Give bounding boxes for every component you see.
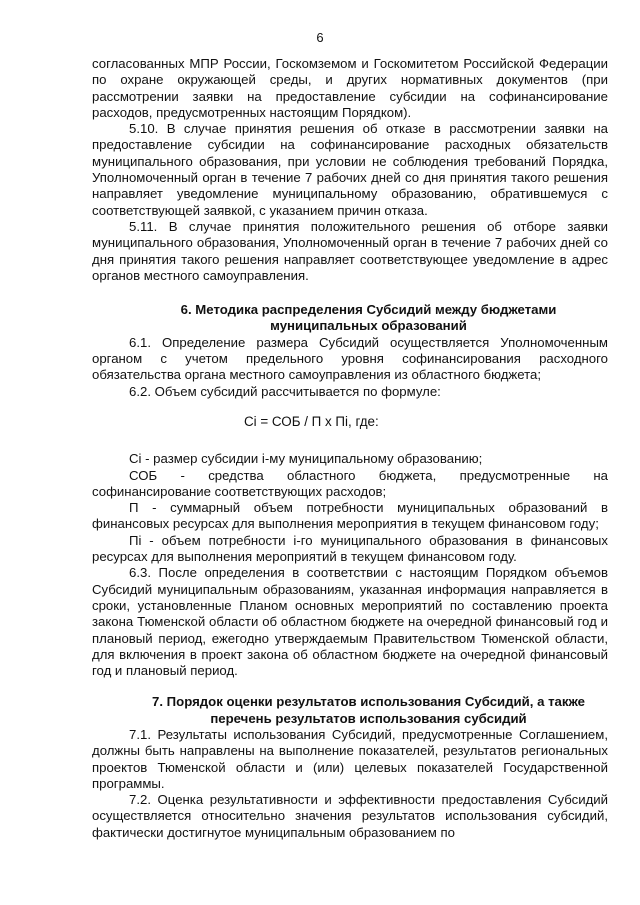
paragraph-6-1: 6.1. Определение размера Субсидий осуществляется Уполномоченным органом с учетом предельного уровня софинансирования расходного обязательства органа местного самоуправления из областного бюджета; — [92, 334, 608, 383]
section-6-heading-line1: 6. Методика распределения Субсидий между бюджетами — [180, 302, 557, 318]
paragraph-6-3: 6.3. После определения в соответствии с настоящим Порядком объемов Субсидий муниципальным образованиям, указанная информация направляется в сроки, установленные Планом основных мероприятий по составлению проекта закона Тюменской области об областном бюджете на очередной финансовый год и плановый период, ежегодно утверждаемым Правительством Тюменской области, для включения в проект закона об областном бюджете на очередной финансовый год и плановый период. — [92, 565, 608, 679]
section-7-heading-line2: перечень результатов использования субсидий — [210, 710, 527, 726]
definition-pi: Пi - объем потребности i-го муниципального образования в финансовых ресурсах для выполнения мероприятий в текущем финансовом году. — [92, 532, 608, 565]
section-7-heading-line1: 7. Порядок оценки результатов использования Субсидий, а также — [152, 694, 585, 710]
section-6-heading-line2: муниципальных образований — [270, 318, 467, 334]
definition-p: П - суммарный объем потребности муниципальных образований в финансовых ресурсах для выполнения мероприятия в текущем финансовом году; — [92, 500, 608, 532]
subsidy-formula: Сi = СОБ / П x Пi, где: — [244, 413, 379, 429]
section-7-heading — [92, 694, 608, 727]
document-body — [92, 56, 608, 841]
paragraph-continuation: согласованных МПР России, Госкомземом и Госкомитетом Российской Федерации по охране окружающей среды, и других нормативных документов (при рассмотрении заявки на предоставление субсидии на софинансирование расходов, предусмотренных настоящим Порядком). — [92, 56, 608, 120]
definition-ci: Сi - размер субсидии i-му муниципальному образованию; — [129, 451, 483, 467]
paragraph-6-2: 6.2. Объем субсидий рассчитывается по формуле: — [129, 383, 441, 399]
paragraph-5-10: 5.10. В случае принятия решения об отказе в рассмотрении заявки на предоставление субсидии на софинансирование расходных обязательств муниципального образования, при условии не соблюдения требований Порядка, Уполномоченный орган в течение 7 рабочих дней со дня принятия такого решения направляет уведомление муниципальному образованию, обратившемуся с соответствующей заявкой, с указанием причин отказа. — [92, 121, 608, 218]
page-number: 6 — [316, 30, 324, 45]
definition-sob: СОБ - средства областного бюджета, предусмотренные на софинансирование соответствующих расходов; — [92, 467, 608, 499]
paragraph-7-2: 7.2. Оценка результативности и эффективности предоставления Субсидий осуществляется относительно значения результатов использования субсидий, фактически достигнутое муниципальным образованием по — [92, 792, 608, 840]
paragraph-5-11: 5.11. В случае принятия положительного решения об отборе заявки муниципального образования, Уполномоченный орган в течение 7 рабочих дней со дня принятия такого решения направляет соответствующее уведомление в адрес органов местного самоуправления. — [92, 218, 608, 283]
section-6-heading — [92, 302, 608, 335]
paragraph-7-1: 7.1. Результаты использования Субсидий, предусмотренные Соглашением, должны быть направлены на выполнение показателей, результатов региональных проектов Тюменской области и (или) целевых показателей Государственной программы. — [92, 726, 608, 791]
